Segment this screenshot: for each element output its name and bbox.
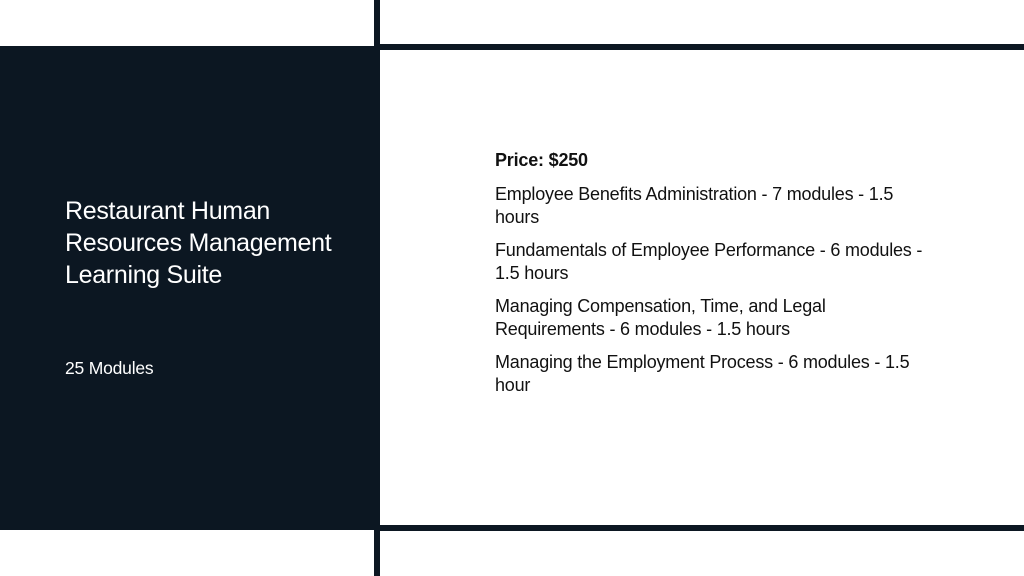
module-count: 25 Modules [65, 358, 154, 378]
price-label: Price: $250 [495, 150, 588, 170]
course-details [495, 149, 935, 407]
course-item: Managing the Employment Process - 6 modules - 1.5 hour [495, 352, 910, 395]
course-item: Employee Benefits Administration - 7 modules - 1.5 hours [495, 184, 894, 227]
course-item: Fundamentals of Employee Performance - 6 modules - 1.5 hours [495, 240, 923, 283]
course-item: Managing Compensation, Time, and Legal Requirements - 6 modules - 1.5 hours [495, 296, 826, 339]
slide-title: Restaurant Human Resources Management Learning Suite [65, 197, 332, 289]
top-divider [374, 44, 1024, 50]
vertical-divider [374, 0, 380, 576]
bottom-divider [374, 525, 1024, 531]
